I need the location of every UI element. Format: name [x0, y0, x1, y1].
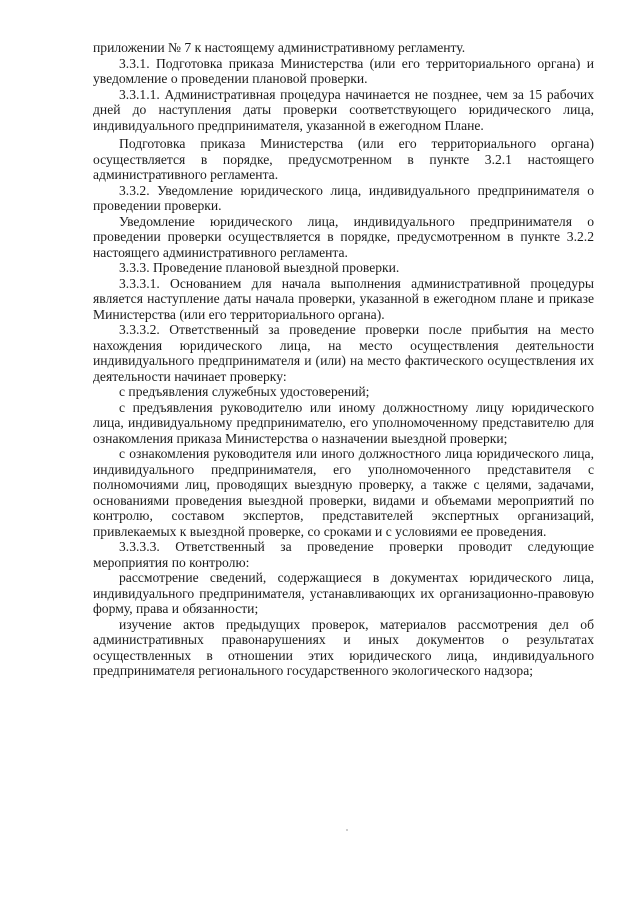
paragraph-2: 3.3.1. Подготовка приказа Министерства (или его территориального органа) и уведомление о проведении плановой проверки. [93, 55, 594, 86]
paragraph-5: 3.3.2. Уведомление юридического лица, индивидуального предпринимателя о проведении проверки. [93, 182, 594, 213]
paragraph-15: изучение актов предыдущих проверок, материалов рассмотрения дел об административных правонарушениях и иных документов о результатах осуществленных в отношении этих юридического лица, индивидуального предпринимателя регионального государственного экологического надзора; [93, 616, 594, 678]
paragraph-13: 3.3.3.3. Ответственный за проведение проверки проводит следующие мероприятия по контролю: [93, 539, 594, 570]
paragraph-8: 3.3.3.1. Основанием для начала выполнения административной процедуры является наступление даты начала проверки, указанной в ежегодном плане и приказе Министерства (или его территориального органа). [93, 275, 594, 322]
paragraph-1: приложении № 7 к настоящему административному регламенту. [93, 40, 466, 55]
paragraph-11: с предъявления руководителю или иному должностному лицу юридического лица, индивидуальному предпринимателю, его уполномоченному представителю для ознакомления приказа Министерства о назначении выездной проверки; [93, 399, 594, 446]
paragraph-14: рассмотрение сведений, содержащиеся в документах юридического лица, индивидуального предпринимателя, устанавливающих их организационно-правовую форму, права и обязанности; [93, 570, 594, 616]
paragraph-7: 3.3.3. Проведение плановой выездной проверки. [119, 260, 400, 275]
paragraph-10: с предъявления служебных удостоверений; [119, 384, 370, 399]
scan-speck [346, 829, 348, 831]
paragraph-6: Уведомление юридического лица, индивидуального предпринимателя о проведении проверки осуществляется в порядке, предусмотренном в пункте 3.2.2 настоящего административного регламента. [93, 213, 594, 260]
paragraph-12: с ознакомления руководителя или иного должностного лица юридического лица, индивидуального предпринимателя, его уполномоченного представителя с полномочиями лиц, проводящих выездную проверку, а также с целями, задачами, основаниями проведения выездной проверки, видами и объемами мероприятий по контролю, составом экспертов, представителей экспертных организаций, привлекаемых к выездной проверке, со сроками и с условиями ее проведения. [93, 446, 594, 539]
paragraph-9: 3.3.3.2. Ответственный за проведение проверки после прибытия на место нахождения юридического лица, на место осуществления деятельности индивидуального предпринимателя и (или) на место фактического осуществления их деятельности начинает проверку: [93, 322, 594, 384]
paragraph-4: Подготовка приказа Министерства (или его территориального органа) осуществляется в порядке, предусмотренном в пункте 3.2.1 настоящего административного регламента. [93, 136, 594, 182]
paragraph-3: 3.3.1.1. Административная процедура начинается не позднее, чем за 15 рабочих дней до наступления даты проверки соответствующего юридического лица, индивидуального предпринимателя, указанной в ежегодном Плане. [93, 86, 594, 133]
